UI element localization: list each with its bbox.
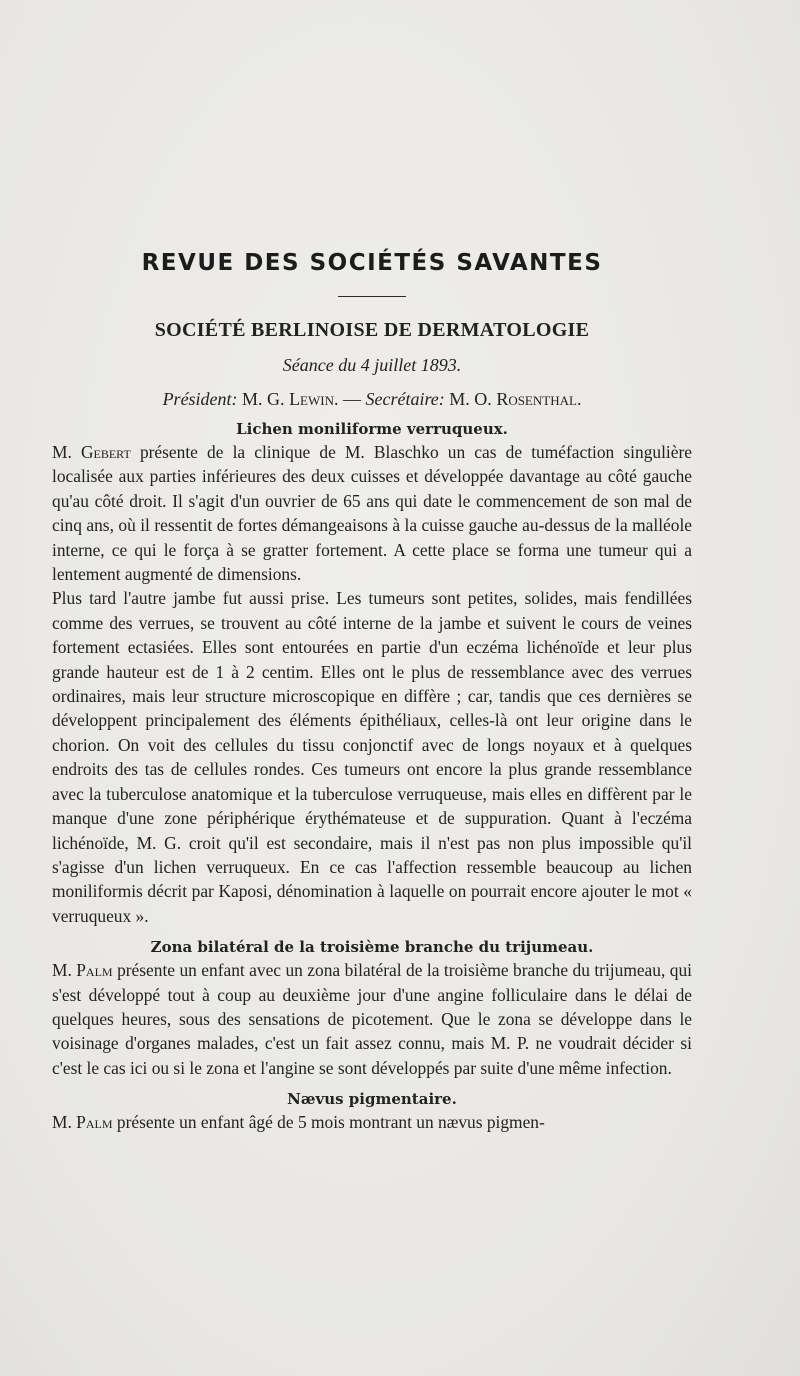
paragraph — [52, 958, 692, 1080]
president-name: Lewin — [289, 389, 334, 409]
paragraph-text: présente un enfant avec un zona bilatéral de la troisième branche du trijumeau, qui s'est développé tout à coup au deuxième jour d'une angine folliculaire dans le délai de quelques heures, sous des sensations de picotement. Que le zona se développe dans le voisinage d'organes malades, c'est un fait assez connu, mais M. P. ne voudrait décider si c'est le cas ici ou si le zona et l'angine se sont développés par suite d'une même infection. — [52, 960, 692, 1078]
secretary-prefix: M. O. — [449, 389, 492, 409]
paragraph-text: Plus tard l'autre jambe fut aussi prise. Les tumeurs sont petites, solides, mais fendillées comme des verrues, se trouvent au côté interne de la jambe et suivent le cours de veines fortement ectasiées. Elles sont entourées en partie d'un eczéma lichénoïde et leur plus grande hauteur est de 1 à 2 centim. Elles ont le plus de ressemblance avec des verrues ordinaires, mais leur structure microscopique en diffère ; car, tandis que ces dernières se développent principalement des éléments épithéliaux, celles-là ont leur origine dans le chorion. On voit des cellules du tissu conjonctif avec de longs noyaux et à quelques endroits des tas de cellules rondes. Ces tumeurs ont encore la plus grande ressemblance avec la tuberculose anatomique et la tuberculose verruqueuse, mais elles en diffèrent par le manque d'une zone périphérique érythémateuse et de suppuration. Quant à l'eczéma lichénoïde, M. G. croit qu'il est secondaire, mais il n'est pas non plus impossible qu'il s'agisse d'un lichen verruqueux. En ce cas l'affection ressemble beaucoup au lichen moniliformis décrit par Kaposi, dénomination à laquelle on pourrait encore ajouter le mot « verruqueux ». — [52, 588, 692, 926]
secretary-label: Secrétaire: — [365, 389, 445, 409]
president-prefix: M. G. — [242, 389, 285, 409]
paragraph — [52, 1110, 692, 1134]
society-heading: SOCIÉTÉ BERLINOISE DE DERMATOLOGIE — [154, 319, 590, 341]
speaker-name: Gebert — [80, 442, 131, 462]
bleed-through-show-through — [0, 0, 800, 240]
page-title: REVUE DES SOCIÉTÉS SAVANTES — [141, 250, 603, 276]
president-label: Président: — [162, 389, 238, 409]
paragraph — [52, 586, 692, 928]
paragraph — [52, 440, 692, 586]
speaker-prefix: M. — [52, 442, 72, 462]
paragraph-text: présente un enfant âgé de 5 mois montrant un nævus pigmen- — [116, 1112, 545, 1133]
speaker-name: Palm — [76, 1112, 113, 1133]
article — [52, 250, 692, 1135]
officers-end: . — [576, 389, 582, 409]
section-title: Nævus pigmentaire. — [287, 1090, 457, 1109]
speaker-prefix: M. — [52, 1112, 72, 1133]
paragraph-text: présente de la clinique de M. Blaschko un cas de tuméfaction singulière localisée aux parties inférieures des deux cuisses et développée davantage au côté gauche qu'au côté droit. Il s'agit d'un ouvrier de 65 ans qui date le commencement de son mal de cinq ans, où il ressentit de fortes démangeaisons à la cuisse gauche au-dessus de la malléole interne, ce qui le força à se gratter fortement. A cette place se forma une tumeur qui a lentement augmenté de dimensions. — [52, 442, 692, 585]
officers-separator: . — — [334, 389, 361, 409]
speaker-name: Palm — [76, 960, 113, 981]
officers-line — [52, 389, 692, 410]
section-title: Zona bilatéral de la troisième branche du trijumeau. — [150, 938, 594, 957]
speaker-prefix: M. — [52, 960, 72, 981]
section-title: Lichen moniliforme verruqueux. — [236, 420, 508, 438]
secretary-name: Rosenthal — [496, 389, 577, 409]
session-date: Séance du 4 juillet 1893. — [282, 355, 462, 375]
title-rule — [338, 296, 406, 297]
